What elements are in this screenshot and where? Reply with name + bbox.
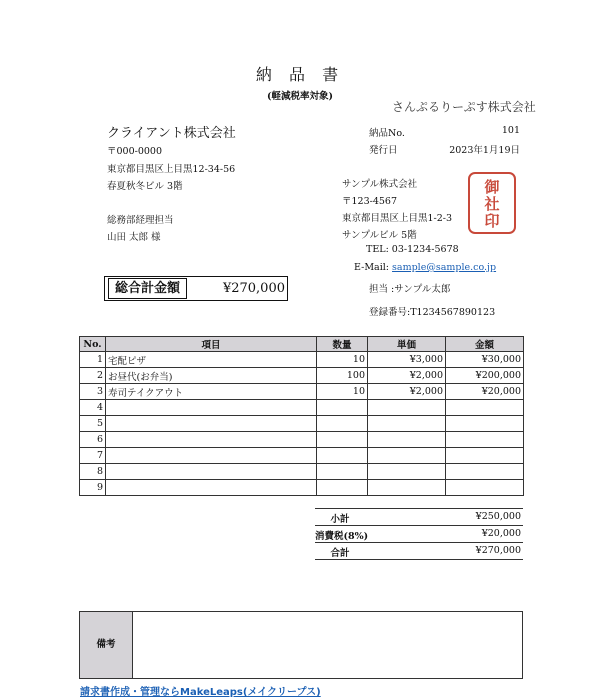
row-item-cell (106, 400, 317, 416)
summary-divider-4 (315, 559, 523, 560)
client-person: 山田 太郎 様 (107, 232, 161, 243)
row-qty-cell (317, 464, 368, 480)
document-subtitle: (軽減税率対象) (267, 91, 333, 102)
sender-registration: 登録番号:T1234567890123 (369, 307, 496, 318)
remarks-label: 備考 (80, 612, 133, 678)
sender-address-1: 東京都目黒区上目黒1-2-3 (342, 213, 453, 224)
sender-company: サンプル株式会社 (342, 179, 418, 190)
sender-email-link[interactable]: sample@sample.co.jp (392, 262, 497, 273)
client-postal: 〒000-0000 (107, 146, 163, 157)
row-no-cell: 5 (80, 416, 106, 432)
issuer-name-top: さんぷるりーぷす株式会社 (392, 100, 536, 114)
total-label: 合計 (330, 548, 350, 559)
row-qty-cell (317, 432, 368, 448)
table-row (80, 400, 524, 416)
row-unit-price-cell (368, 480, 446, 496)
row-qty-cell (317, 480, 368, 496)
row-no-cell: 6 (80, 432, 106, 448)
sender-email-label: E-Mail: (354, 262, 389, 273)
table-header-row (80, 337, 524, 352)
row-no-cell: 3 (80, 384, 106, 400)
client-name: クライアント株式会社 (107, 126, 236, 141)
row-qty-cell: 100 (317, 368, 368, 384)
client-department: 総務部経理担当 (107, 215, 174, 226)
tax-label: 消費税(8%) (315, 531, 369, 542)
table-row (80, 432, 524, 448)
row-amount-cell (446, 400, 524, 416)
client-address-1: 東京都目黒区上目黒12-34-56 (107, 164, 236, 175)
row-amount-cell: ¥30,000 (446, 352, 524, 368)
subtotal-label: 小計 (330, 514, 350, 525)
row-item-cell: 寿司テイクアウト (106, 384, 317, 400)
summary-divider-1 (315, 508, 523, 509)
delivery-no-value: 101 (501, 125, 520, 136)
row-qty-cell (317, 400, 368, 416)
header-amount: 金額 (446, 337, 524, 352)
row-item-cell (106, 448, 317, 464)
sender-contact-row (369, 281, 450, 295)
row-no-cell: 7 (80, 448, 106, 464)
row-no-cell: 9 (80, 480, 106, 496)
sender-postal: 〒123-4567 (342, 196, 398, 207)
row-no-cell: 2 (80, 368, 106, 384)
company-seal-stamp (468, 172, 516, 234)
row-qty-cell (317, 416, 368, 432)
row-unit-price-cell (368, 432, 446, 448)
delivery-no-label: 納品No. (369, 128, 405, 139)
table-row (80, 368, 524, 384)
issue-date-value: 2023年1月19日 (449, 145, 520, 156)
table-row (80, 464, 524, 480)
sender-email-row (354, 262, 496, 273)
row-amount-cell (446, 432, 524, 448)
sender-address-2: サンプルビル 5階 (342, 230, 417, 241)
table-row (80, 480, 524, 496)
client-address-2: 春夏秋冬ビル 3階 (107, 181, 183, 192)
row-unit-price-cell (368, 448, 446, 464)
row-item-cell (106, 416, 317, 432)
row-unit-price-cell: ¥3,000 (368, 352, 446, 368)
grand-total-label: 総合計金額 (108, 278, 187, 299)
summary-divider-3 (315, 542, 523, 543)
sender-tel: TEL: 03-1234-5678 (366, 244, 459, 255)
row-item-cell: お昼代(お弁当) (106, 368, 317, 384)
remarks-box (79, 611, 523, 679)
row-unit-price-cell (368, 400, 446, 416)
row-item-cell (106, 432, 317, 448)
grand-total-value: ¥270,000 (222, 281, 285, 296)
sender-contact-label: 担当 (369, 284, 389, 295)
row-qty-cell: 10 (317, 352, 368, 368)
row-qty-cell (317, 448, 368, 464)
items-table (79, 336, 524, 496)
table-row (80, 352, 524, 368)
header-qty: 数量 (317, 337, 368, 352)
issue-date-label: 発行日 (369, 145, 398, 156)
row-no-cell: 1 (80, 352, 106, 368)
header-item: 項目 (106, 337, 317, 352)
row-amount-cell (446, 480, 524, 496)
row-item-cell (106, 464, 317, 480)
table-row (80, 384, 524, 400)
row-qty-cell: 10 (317, 384, 368, 400)
subtotal-value: ¥250,000 (475, 511, 521, 522)
makeleaps-footer-link[interactable]: 請求書作成・管理ならMakeLeaps(メイクリープス) (80, 687, 321, 698)
sender-contact-name: :サンプル太郎 (391, 284, 451, 295)
row-no-cell: 8 (80, 464, 106, 480)
row-no-cell: 4 (80, 400, 106, 416)
row-item-cell: 宅配ピザ (106, 352, 317, 368)
row-amount-cell: ¥200,000 (446, 368, 524, 384)
row-amount-cell: ¥20,000 (446, 384, 524, 400)
header-no: No. (80, 337, 106, 352)
table-row (80, 448, 524, 464)
row-item-cell (106, 480, 317, 496)
tax-value: ¥20,000 (481, 528, 521, 539)
stamp-char-2: 社 (484, 195, 500, 213)
header-unit-price: 単価 (368, 337, 446, 352)
stamp-char-3: 印 (484, 212, 500, 230)
stamp-char-1: 御 (484, 178, 500, 196)
grand-total-box (104, 276, 288, 301)
row-unit-price-cell: ¥2,000 (368, 368, 446, 384)
row-amount-cell (446, 464, 524, 480)
row-unit-price-cell: ¥2,000 (368, 384, 446, 400)
document-title: 納 品 書 (255, 65, 345, 84)
row-amount-cell (446, 416, 524, 432)
row-amount-cell (446, 448, 524, 464)
table-row (80, 416, 524, 432)
total-value: ¥270,000 (475, 545, 521, 556)
row-unit-price-cell (368, 464, 446, 480)
summary-divider-2 (315, 525, 523, 526)
row-unit-price-cell (368, 416, 446, 432)
